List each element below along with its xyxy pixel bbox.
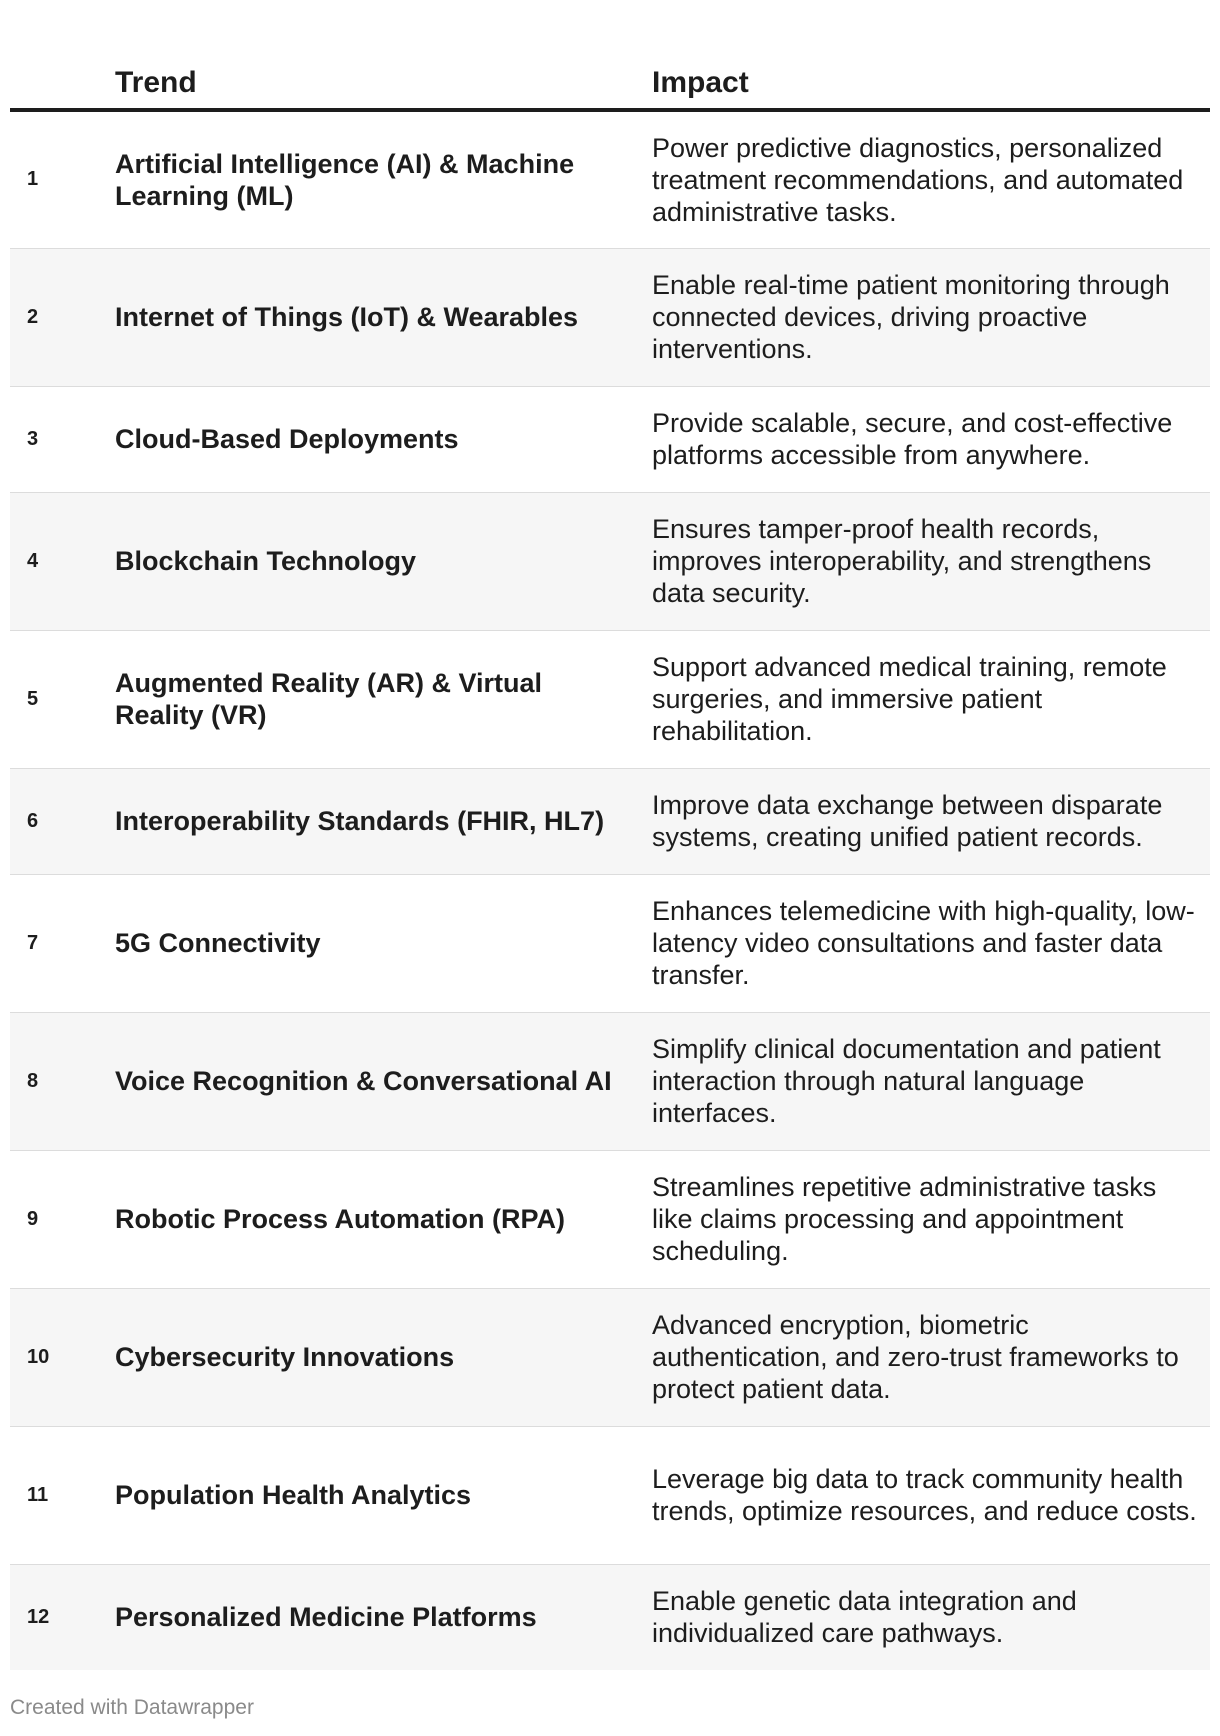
table-row	[10, 1564, 1210, 1670]
row-number: 8	[27, 1069, 39, 1092]
row-number: 12	[27, 1605, 50, 1628]
trends-table	[10, 36, 1210, 1670]
table-row	[10, 248, 1210, 386]
trend-cell: Augmented Reality (AR) & Virtual Reality (VR)	[115, 668, 543, 730]
header-number	[10, 36, 115, 110]
header-trend: Trend	[115, 36, 652, 110]
row-number: 4	[27, 549, 39, 572]
impact-cell: Leverage big data to track community health trends, optimize resources, and reduce costs.	[652, 1464, 1197, 1526]
table-row	[10, 874, 1210, 1012]
table-row	[10, 768, 1210, 874]
impact-cell: Ensures tamper-proof health records, improves interoperability, and strengthens data security.	[652, 514, 1152, 608]
table-header-row	[10, 36, 1210, 110]
table-row	[10, 110, 1210, 248]
table-row	[10, 1150, 1210, 1288]
impact-cell: Streamlines repetitive administrative tasks like claims processing and appointment scheduling.	[652, 1172, 1157, 1266]
trend-cell: Cybersecurity Innovations	[115, 1342, 455, 1372]
impact-cell: Provide scalable, secure, and cost-effective platforms accessible from anywhere.	[652, 408, 1173, 470]
trend-cell: Artificial Intelligence (AI) & Machine Learning (ML)	[115, 148, 575, 211]
datawrapper-credit: Created with Datawrapper	[10, 1696, 254, 1719]
table-row	[10, 386, 1210, 492]
table-row	[10, 492, 1210, 630]
row-number: 1	[27, 168, 39, 191]
trend-cell: Personalized Medicine Platforms	[115, 1602, 537, 1633]
row-number: 7	[27, 931, 39, 954]
trend-cell: 5G Connectivity	[115, 928, 321, 958]
impact-cell: Enable real-time patient monitoring through connected devices, driving proactive interventions.	[652, 270, 1170, 364]
trend-cell: Population Health Analytics	[115, 1480, 472, 1510]
trend-cell: Cloud-Based Deployments	[115, 424, 459, 454]
table-row	[10, 1426, 1210, 1564]
row-number: 2	[27, 305, 39, 328]
row-number: 9	[27, 1207, 39, 1230]
impact-cell: Power predictive diagnostics, personalized treatment recommendations, and automated administrative tasks.	[652, 132, 1184, 227]
trend-cell: Robotic Process Automation (RPA)	[115, 1204, 566, 1234]
table-row	[10, 1012, 1210, 1150]
row-number: 5	[27, 687, 39, 710]
table-row	[10, 630, 1210, 768]
row-number: 6	[27, 809, 39, 832]
impact-cell: Enable genetic data integration and individualized care pathways.	[652, 1586, 1077, 1649]
impact-cell: Support advanced medical training, remote surgeries, and immersive patient rehabilitation.	[652, 652, 1167, 746]
row-number: 10	[27, 1345, 50, 1368]
row-number: 11	[27, 1483, 49, 1506]
trend-cell: Voice Recognition & Conversational AI	[115, 1066, 612, 1096]
impact-cell: Simplify clinical documentation and patient interaction through natural language interfaces.	[652, 1034, 1161, 1128]
row-number: 3	[27, 427, 39, 450]
trend-cell: Blockchain Technology	[115, 546, 417, 576]
impact-cell: Enhances telemedicine with high-quality, low-latency video consultations and faster data transfer.	[652, 896, 1195, 990]
trend-cell: Interoperability Standards (FHIR, HL7)	[115, 806, 605, 836]
impact-cell: Advanced encryption, biometric authentication, and zero-trust frameworks to protect patient data.	[652, 1310, 1179, 1404]
impact-cell: Improve data exchange between disparate systems, creating unified patient records.	[652, 790, 1163, 852]
header-impact: Impact	[652, 36, 1210, 110]
trend-cell: Internet of Things (IoT) & Wearables	[115, 302, 579, 332]
table-row	[10, 1288, 1210, 1426]
